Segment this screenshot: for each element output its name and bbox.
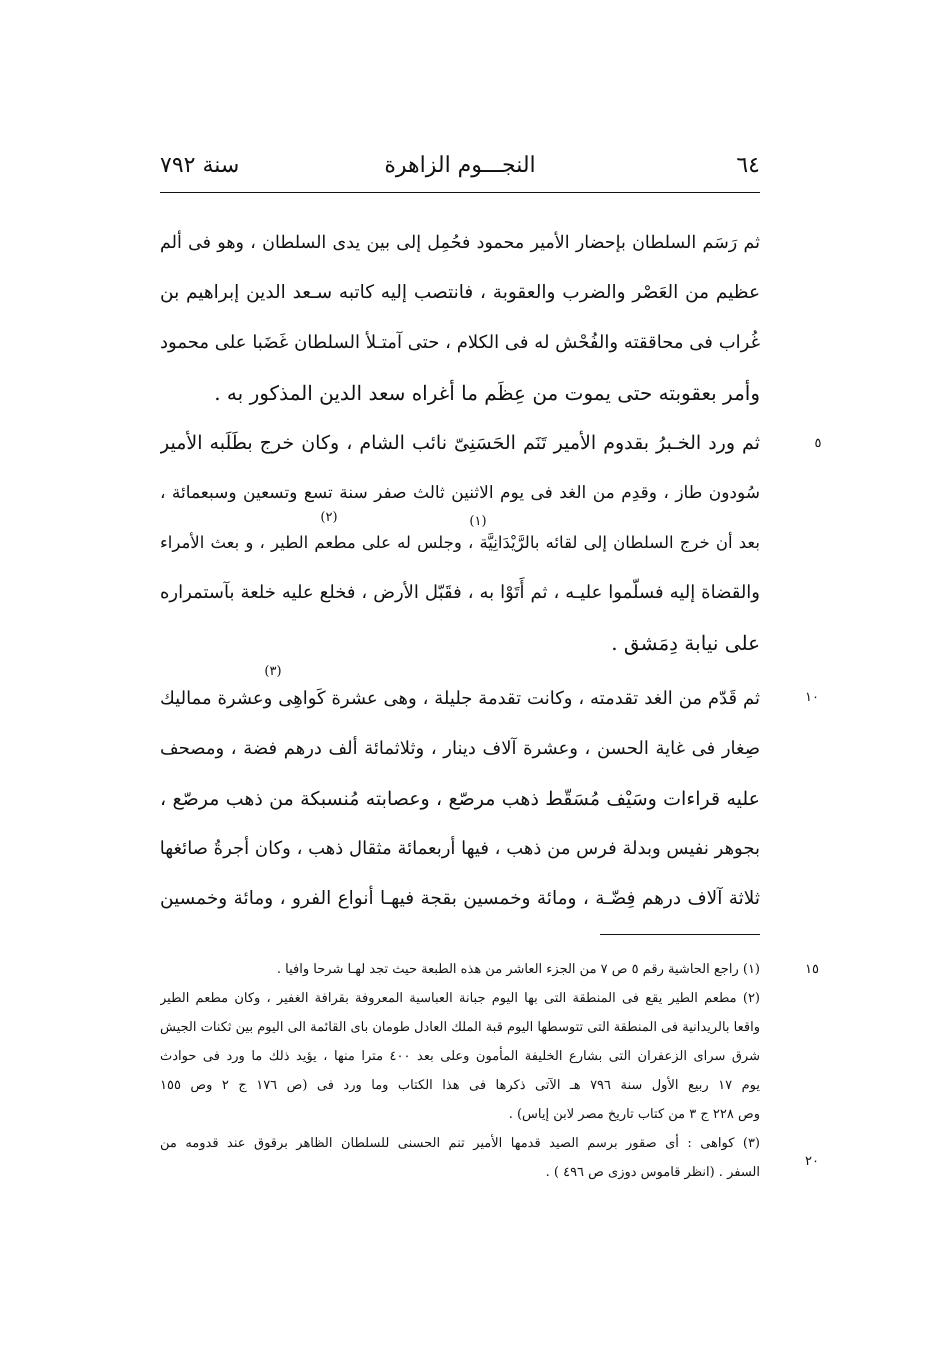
body-line: ثلاثة آلاف درهم فِضّـة ، ومائة وخمسين بقجة فيهـا أنواع الفرو ، ومائة وخمسين — [160, 888, 760, 909]
margin-line-number: ١٥ — [805, 962, 819, 977]
body-line: صِغار فى غاية الحسن ، وعشرة آلاف دينار ، وثلاثمائة ألف درهم فضة ، ومصحف — [160, 738, 760, 759]
footnote-line: شرق سراى الزعفران التى بشارع الخليفة المأمون وعلى بعد ٤٠٠ مترا منها ، يؤيد ذلك ما ورد فى حوادث — [160, 1049, 760, 1064]
body-line: ثم ورد الخـبرُ بقدوم الأمير تَنَم الحَسَنِىّ نائب الشام ، وكان خرج بطَلَبه الأمير — [160, 432, 760, 454]
body-line: وأمر بعقوبته حتى يموت من عِظَم ما أغراه سعد الدين المذكور به . — [214, 381, 760, 405]
main-text — [160, 218, 760, 924]
footnote-line: (٢) مطعم الطير يقع فى المنطقة التى بها اليوم جبانة العباسية المعروفة بقرافة الغفير ، وكان مطعم الطير — [160, 991, 760, 1006]
body-line: بجوهر نفيس وبدلة فرس من ذهب ، فيها أربعمائة مثقال ذهب ، وكان أجرةُ صائغها — [160, 838, 760, 859]
body-line: عليه قراءات وسَيْف مُسَقّط ذهب مرصّع ، وعصابته مُنسبكة من ذهب مرصّع ، — [160, 788, 760, 810]
margin-line-number: ١٠ — [805, 690, 819, 705]
footnote-marker: (٣) — [264, 664, 282, 679]
footnote-rule — [600, 934, 760, 935]
footnote-line: يوم ١٧ ربيع الأول سنة ٧٩٦ هـ الآتى ذكرها فى هذا الكتاب وما ورد فى (ص ١٧٦ ج ٢ وص ١٥٥ — [160, 1078, 760, 1093]
footnote-marker: (١) — [469, 514, 487, 529]
footnote-line: السفر . (انظر قاموس دوزى ص ٤٩٦ ) . — [545, 1165, 760, 1180]
body-line: غُراب فى محاققته والفُحْش له فى الكلام ، حتى آمتـلأ السلطان غَضَبا على محمود — [160, 332, 760, 353]
footnote-marker: (٢) — [320, 510, 338, 525]
body-line: والقضاة إليه فسلّموا عليـه ، ثم أَتَوْا به ، فقَبّل الأرض ، فخلع عليه خلعة بآستمراره — [160, 582, 760, 603]
body-line: ثم قَدّم من الغد تقدمته ، وكانت تقدمة جليلة ، وهى عشرة كَواهِى وعشرة مماليك — [160, 688, 760, 709]
body-line: على نيابة دِمَشق . — [611, 631, 760, 655]
page-number: ٦٤ — [736, 153, 760, 178]
header-rule — [160, 192, 760, 193]
margin-line-number: ٢٠ — [805, 1154, 819, 1169]
body-line: ثم رَسَم السلطان بإحضار الأمير محمود فحُمِل إلى بين يدى السلطان ، وهو فى ألم — [160, 233, 760, 253]
body-line: عظيم من العَصْر والضرب والعقوبة ، فانتصب إليه كاتبه سـعد الدين إبراهيم بن — [160, 282, 760, 303]
margin-line-number: ٥ — [814, 436, 822, 451]
running-year: سنة ٧٩٢ — [160, 153, 240, 178]
running-header — [160, 148, 760, 184]
footnote-line: وص ٢٢٨ ج ٣ من كتاب تاريخ مصر لابن إياس) . — [508, 1107, 760, 1122]
running-title: النجـــوم الزاهرة — [384, 153, 536, 178]
footnote-line: (١) راجع الحاشية رقم ٥ ص ٧ من الجزء العاشر من هذه الطبعة حيث تجد لهـا شرحا وافيا . — [276, 962, 760, 977]
body-line: بعد أن خرج السلطان إلى لقائه بالرَّيْدَانِيَّة ، وجلس له على مطعم الطير ، و بعث الأمراء — [160, 533, 760, 552]
footnotes — [160, 955, 760, 1187]
footnote-line: (٣) كواهى : أى صقور برسم الصيد قدمها الأمير تنم الحسنى للسلطان الظاهر برقوق عند قدومه من — [160, 1136, 760, 1151]
body-line: سُودون طاز ، وقدِم من الغد فى يوم الاثنين ثالث صفر سنة تسع وتسعين وسبعمائة ، — [160, 483, 760, 503]
footnote-line: واقعا بالريدانية فى المنطقة التى تتوسطها اليوم قبة الملك العادل طومان باى القائمة الى اليوم بين ثكنات الجيش — [160, 1020, 760, 1035]
